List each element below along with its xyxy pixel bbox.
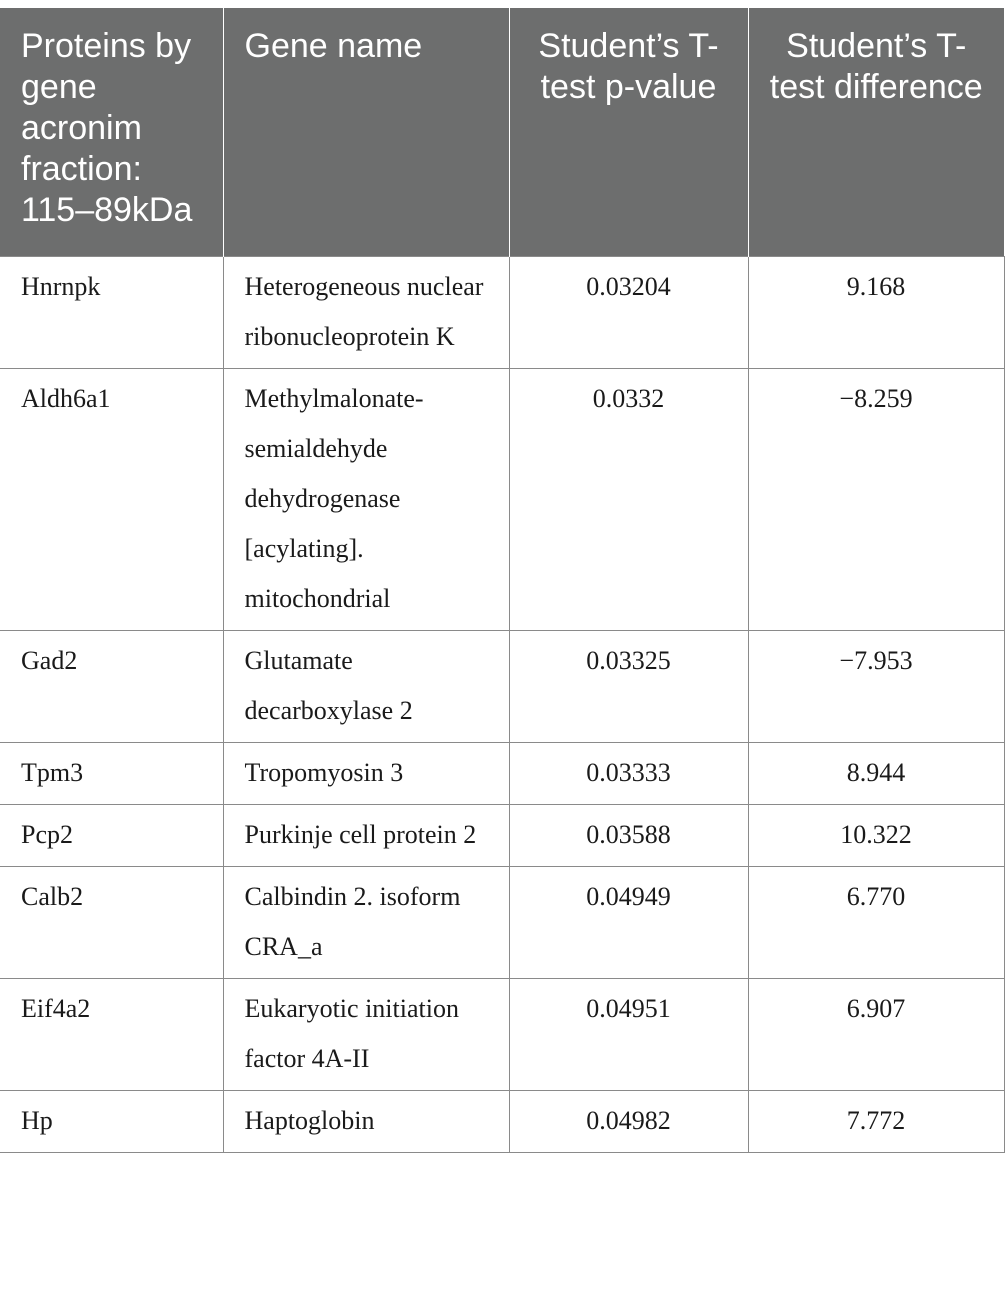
header-gene-name: Gene name	[223, 8, 509, 256]
cell-gene: Gad2	[0, 630, 223, 742]
cell-gene: Tpm3	[0, 742, 223, 804]
cell-gene-name: Glutamate decarboxylase 2	[223, 630, 509, 742]
cell-difference: 7.772	[748, 1090, 1004, 1152]
table-row	[0, 368, 1004, 630]
cell-difference: 6.907	[748, 978, 1004, 1090]
cell-difference: 6.770	[748, 866, 1004, 978]
cell-gene-name: Methylmalonate-semialdehyde dehydrogenase [acylating]. mitochondrial	[223, 368, 509, 630]
cell-p-value: 0.04951	[509, 978, 748, 1090]
table-row	[0, 630, 1004, 742]
table-row	[0, 256, 1004, 368]
table-row	[0, 804, 1004, 866]
cell-difference: −8.259	[748, 368, 1004, 630]
cell-p-value: 0.03204	[509, 256, 748, 368]
cell-gene: Hnrnpk	[0, 256, 223, 368]
header-p-value: Student’s T-test p-value	[509, 8, 748, 256]
cell-gene-name: Eukaryotic initiation factor 4A-II	[223, 978, 509, 1090]
cell-gene: Eif4a2	[0, 978, 223, 1090]
cell-difference: 9.168	[748, 256, 1004, 368]
cell-gene: Pcp2	[0, 804, 223, 866]
cell-p-value: 0.03333	[509, 742, 748, 804]
table-row	[0, 1090, 1004, 1152]
header-row	[0, 8, 1004, 256]
cell-difference: 8.944	[748, 742, 1004, 804]
header-difference: Student’s T-test difference	[748, 8, 1004, 256]
cell-p-value: 0.04982	[509, 1090, 748, 1152]
cell-p-value: 0.04949	[509, 866, 748, 978]
protein-table	[0, 8, 1005, 1153]
cell-p-value: 0.0332	[509, 368, 748, 630]
cell-gene-name: Heterogeneous nuclear ribonucleoprotein K	[223, 256, 509, 368]
cell-gene-name: Purkinje cell protein 2	[223, 804, 509, 866]
cell-gene-name: Tropomyosin 3	[223, 742, 509, 804]
cell-gene-name: Calbindin 2. isoform CRA_a	[223, 866, 509, 978]
cell-gene: Hp	[0, 1090, 223, 1152]
cell-gene: Aldh6a1	[0, 368, 223, 630]
cell-gene-name: Haptoglobin	[223, 1090, 509, 1152]
cell-p-value: 0.03588	[509, 804, 748, 866]
cell-p-value: 0.03325	[509, 630, 748, 742]
cell-gene: Calb2	[0, 866, 223, 978]
table-row	[0, 742, 1004, 804]
cell-difference: 10.322	[748, 804, 1004, 866]
header-proteins: Proteins by gene acronim fraction: 115–89kDa	[0, 8, 223, 256]
table-row	[0, 866, 1004, 978]
cell-difference: −7.953	[748, 630, 1004, 742]
table-row	[0, 978, 1004, 1090]
